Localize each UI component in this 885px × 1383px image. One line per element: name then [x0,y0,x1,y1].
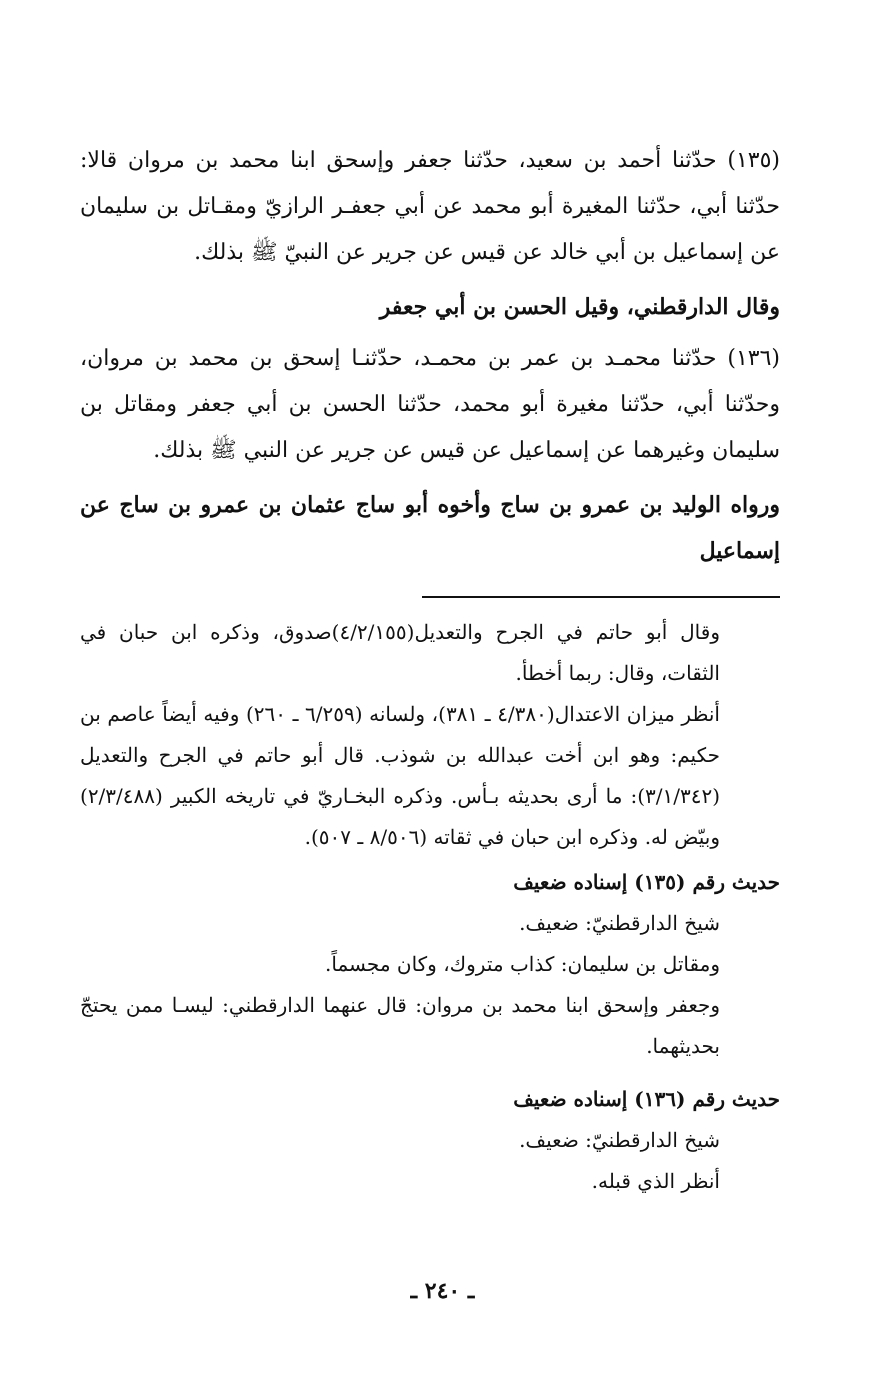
footnote-mizan: أنظر ميزان الاعتدال(٤/٣٨٠ ـ ٣٨١)، ولسانه (٦/٢٥٩ ـ ٢٦٠) وفيه أيضاً عاصم بن حكيم: وهو ابن أخت عبدالله بن شوذب. قال أبو حاتم في الجرح والتعديل (٣/١/٣٤٢): ما أرى بحديثه بـأس. وذكره البخـاريّ في تاريخه الكبير (٢/٣/٤٨٨) وبيّض له. وذكره ابن حبان في ثقاته (٨/٥٠٦ ـ ٥٠٧). [80,702,720,849]
narration-remark: ورواه الوليد بن عمرو بن ساج وأخوه أبو ساج عثمان بن عمرو بن ساج عن إسماعيل [80,492,780,564]
hadith-135-note-line: ومقاتل بن سليمان: كذاب متروك، وكان مجسماً. [325,952,720,976]
hadith-136-note-line: شيخ الدارقطنيّ: ضعيف. [519,1128,720,1152]
footnotes [80,612,780,1202]
footnote-abu-hatim: وقال أبو حاتم في الجرح والتعديل(٤/٢/١٥٥)صدوق، وذكره ابن حبان في الثقات، وقال: ربما أخطأ. [80,620,720,685]
daraqutni-remark: وقال الدارقطني، وقيل الحسن بن أبي جعفر [379,294,780,320]
hadith-135-note-line: شيخ الدارقطنيّ: ضعيف. [519,911,720,935]
page-body [80,138,780,1202]
hadith-135-text: (١٣٥) حدّثنا أحمد بن سعيد، حدّثنا جعفر وإسحق ابنا محمد بن مروان قالا: حدّثنا أبي، حدّثنا المغيرة أبو محمد عن أبي جعفـر الرازيّ ومقـاتل بن سليمان عن إسماعيل بن أبي خالد عن قيس عن جرير عن النبيّ ﷺ بذلك. [80,148,780,265]
hadith-135-grade-heading: حديث رقم (١٣٥) إسناده ضعيف [513,870,780,894]
page-number: ـ ٢٤٠ ـ [410,1278,475,1304]
hadith-136-text: (١٣٦) حدّثنا محمـد بن عمر بن محمـد، حدّثنـا إسحق بن محمد بن مروان، وحدّثنا أبي، حدّثنا مغيرة أبو محمد، حدّثنا الحسن بن أبي جعفر ومقاتل بن سليمان وغيرهما عن إسماعيل عن قيس عن جرير عن النبي ﷺ بذلك. [80,346,780,463]
main-text [80,138,780,574]
footnote-divider [422,596,780,598]
hadith-136-note-line: أنظر الذي قبله. [591,1169,720,1193]
hadith-136-grade-heading: حديث رقم (١٣٦) إسناده ضعيف [513,1087,780,1111]
hadith-135-note-last: وجعفر وإسحق ابنا محمد بن مروان: قال عنهما الدارقطني: ليسـا ممن يحتجّ بحديثهما. [80,993,720,1058]
